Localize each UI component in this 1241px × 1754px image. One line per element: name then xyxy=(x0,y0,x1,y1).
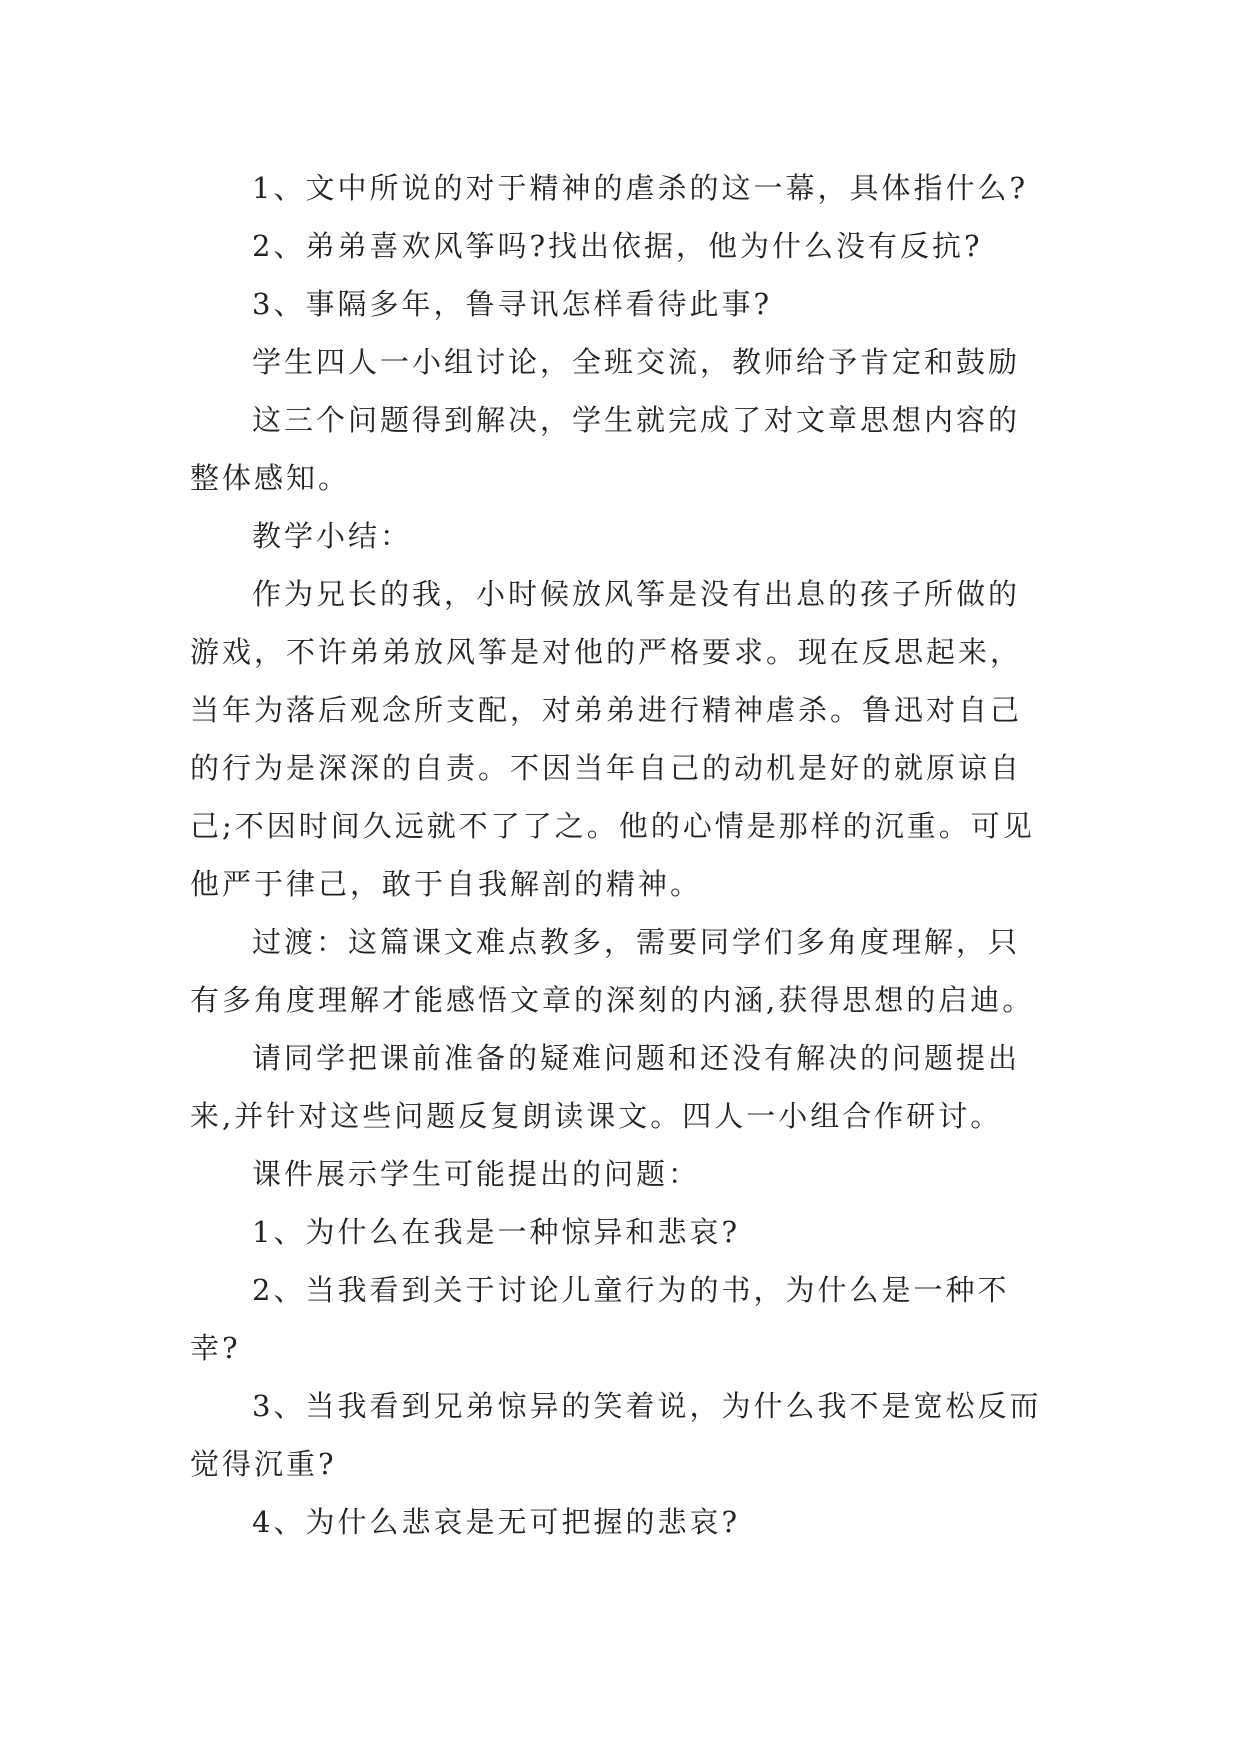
paragraph: 3、事隔多年，鲁寻讯怎样看待此事? xyxy=(252,287,772,321)
paragraph: 请同学把课前准备的疑难问题和还没有解决的问题提出来,并针对这些问题反复朗读课文。四人一小组合作研讨。 xyxy=(190,1041,1021,1133)
document-page xyxy=(190,159,1050,1551)
paragraph: 作为兄长的我，小时候放风筝是没有出息的孩子所做的游戏，不许弟弟放风筝是对他的严格要求。现在反思起来，当年为落后观念所支配，对弟弟进行精神虐杀。鲁迅对自己的行为是深深的自责。不因当年自己的动机是好的就原谅自己;不因时间久远就不了了之。他的心情是那样的沉重。可见他严于律己，敢于自我解剖的精神。 xyxy=(190,577,1035,901)
section-heading: 教学小结： xyxy=(252,519,413,553)
paragraph: 过渡：这篇课文难点教多，需要同学们多角度理解，只有多角度理解才能感悟文章的深刻的内涵,获得思想的启迪。 xyxy=(190,925,1035,1017)
paragraph: 这三个问题得到解决，学生就完成了对文章思想内容的整体感知。 xyxy=(190,403,1021,495)
paragraph: 2、弟弟喜欢风筝吗?找出依据，他为什么没有反抗? xyxy=(252,229,983,263)
paragraph: 课件展示学生可能提出的问题： xyxy=(252,1157,701,1191)
list-item: 1、为什么在我是一种惊异和悲哀? xyxy=(252,1215,740,1249)
list-item: 3、当我看到兄弟惊异的笑着说，为什么我不是宽松反而觉得沉重? xyxy=(190,1389,1042,1481)
list-item: 4、为什么悲哀是无可把握的悲哀? xyxy=(252,1505,740,1539)
list-item: 2、当我看到关于讨论儿童行为的书，为什么是一种不幸? xyxy=(190,1273,1010,1365)
paragraph: 1、文中所说的对于精神的虐杀的这一幕，具体指什么? xyxy=(252,171,1028,205)
paragraph: 学生四人一小组讨论，全班交流，教师给予肯定和鼓励 xyxy=(252,345,1021,379)
